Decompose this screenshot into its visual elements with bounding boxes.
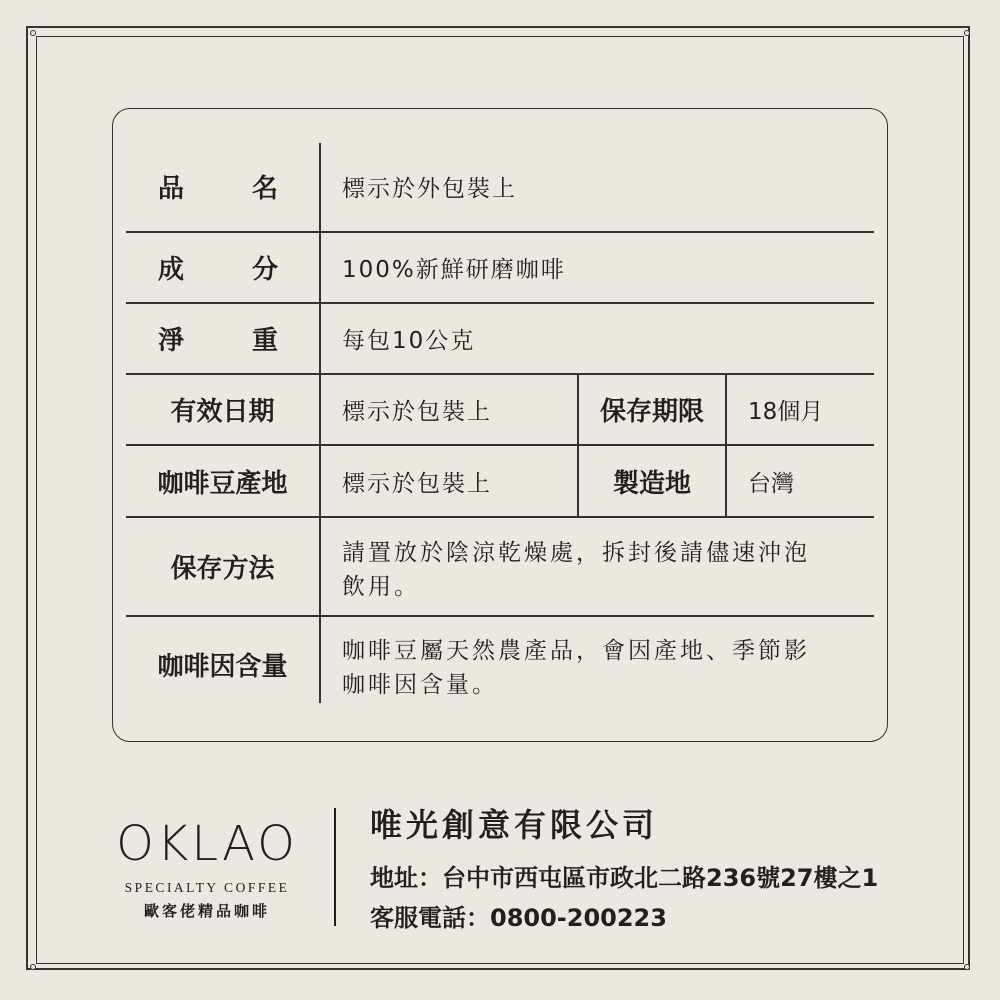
row-label-expiry-date: 有效日期 (170, 396, 275, 427)
corner-ornament (964, 30, 970, 36)
label-char: 重 (251, 325, 278, 356)
label-char: 分 (251, 254, 278, 285)
row-label-shelf-life: 保存期限 (599, 396, 704, 427)
corner-ornament (30, 30, 36, 36)
row-value-bean-origin: 標示於包裝上 (342, 470, 492, 497)
row-label-product-name (158, 164, 278, 208)
footer-divider (334, 808, 336, 926)
row-value-caffeine-content (342, 634, 862, 702)
value-line: 請置放於陰涼乾燥處，拆封後請儘速沖泡 (342, 540, 810, 566)
column-divider (725, 373, 727, 517)
value-line: 咖啡豆屬天然農產品，會因產地、季節影 (342, 638, 810, 664)
value-line: 咖啡因含量。 (342, 672, 498, 698)
row-value-expiry-date: 標示於包裝上 (342, 398, 492, 425)
label-char: 品 (158, 173, 185, 204)
corner-ornament (964, 964, 970, 970)
corner-ornament (30, 964, 36, 970)
row-value-manufacture-place: 台灣 (748, 470, 794, 497)
row-value-product-name: 標示於外包裝上 (342, 175, 517, 202)
label-char: 名 (251, 173, 278, 204)
column-divider (319, 143, 321, 703)
brand-wordmark: OKLAO (116, 816, 298, 872)
row-label-net-weight (158, 316, 278, 360)
row-value-net-weight: 每包10公克 (342, 327, 476, 354)
company-name: 唯光創意有限公司 (370, 806, 659, 844)
row-label-bean-origin: 咖啡豆產地 (157, 468, 288, 499)
label-char: 成 (158, 254, 185, 285)
row-label-caffeine-content: 咖啡因含量 (157, 651, 288, 682)
row-divider (126, 302, 874, 304)
row-label-ingredients (158, 245, 278, 289)
row-divider (126, 373, 874, 375)
row-value-ingredients: 100%新鮮研磨咖啡 (342, 256, 566, 283)
label-char: 淨 (158, 325, 185, 356)
row-value-shelf-life: 18個月 (748, 398, 824, 425)
brand-chinese-name: 歐客佬精品咖啡 (143, 902, 270, 920)
company-phone: 客服電話：0800-200223 (370, 904, 667, 932)
brand-logo (112, 816, 302, 921)
row-divider (126, 231, 874, 233)
brand-tagline: SPECIALTY COFFEE (124, 880, 290, 895)
row-label-manufacture-place: 製造地 (612, 468, 691, 499)
row-divider (126, 615, 874, 617)
value-line: 飲用。 (342, 574, 420, 600)
row-divider (126, 516, 874, 518)
row-divider (126, 444, 874, 446)
row-value-storage-method (342, 536, 862, 604)
row-label-storage-method: 保存方法 (170, 553, 275, 584)
company-address: 地址：台中市西屯區市政北二路236號27樓之1 (370, 864, 879, 892)
